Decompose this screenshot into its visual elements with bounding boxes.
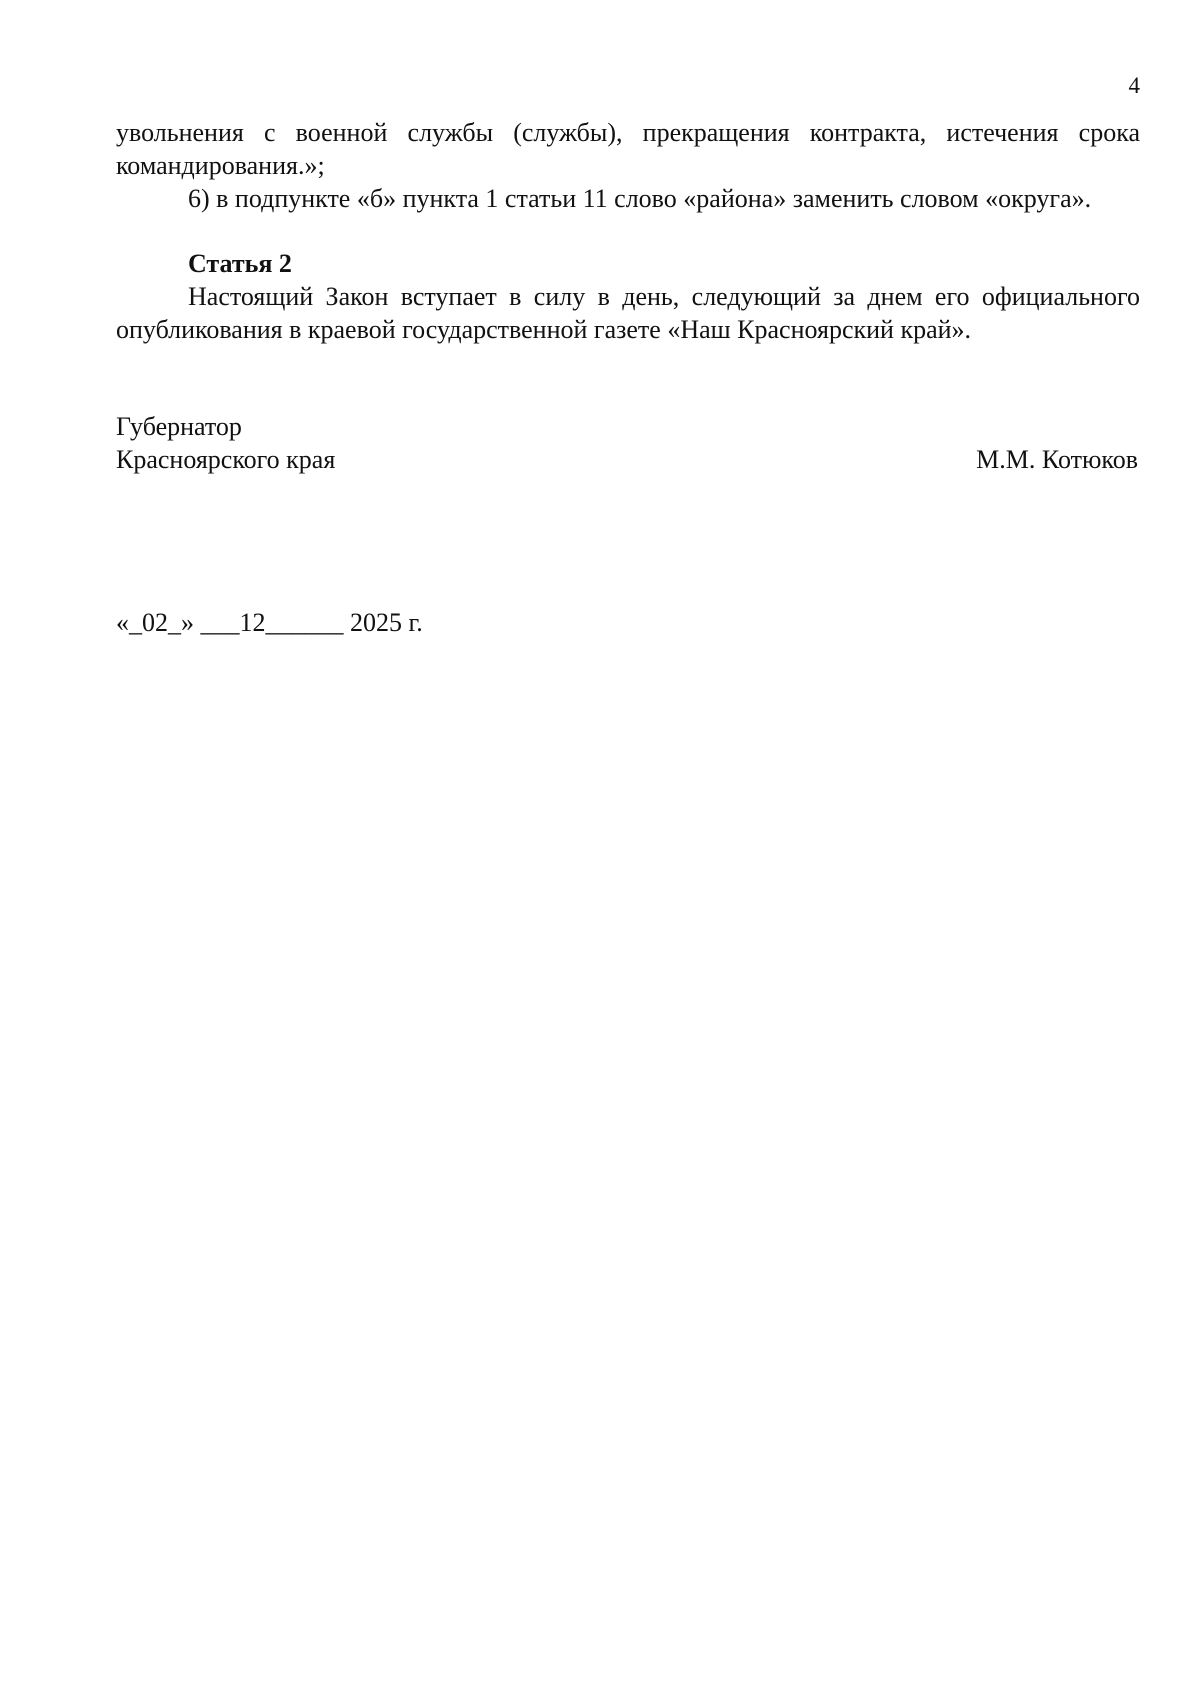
signatory-title xyxy=(116,410,335,476)
article-2-heading: Статья 2 xyxy=(188,249,292,278)
page-number: 4 xyxy=(1128,73,1140,98)
article-2-text: Настоящий Закон вступает в силу в день, следующий за днем его официального опубликования в краевой государственной газете «Наш Красноярский край». xyxy=(116,282,1140,344)
paragraph-item-6: 6) в подпункте «б» пункта 1 статьи 11 слово «района» заменить словом «округа». xyxy=(188,184,1092,213)
signature-block xyxy=(116,410,1140,476)
document-body xyxy=(116,116,1140,639)
paragraph-continuation: увольнения с военной службы (службы), прекращения контракта, истечения срока командирования.»; xyxy=(116,118,1140,180)
signatory-name: М.М. Котюков xyxy=(976,445,1138,474)
signatory-title-line-2: Красноярского края xyxy=(116,445,336,474)
signing-date: «_02_» ___12______ 2025 г. xyxy=(116,608,423,637)
signatory-title-line-1: Губернатор xyxy=(116,412,242,441)
